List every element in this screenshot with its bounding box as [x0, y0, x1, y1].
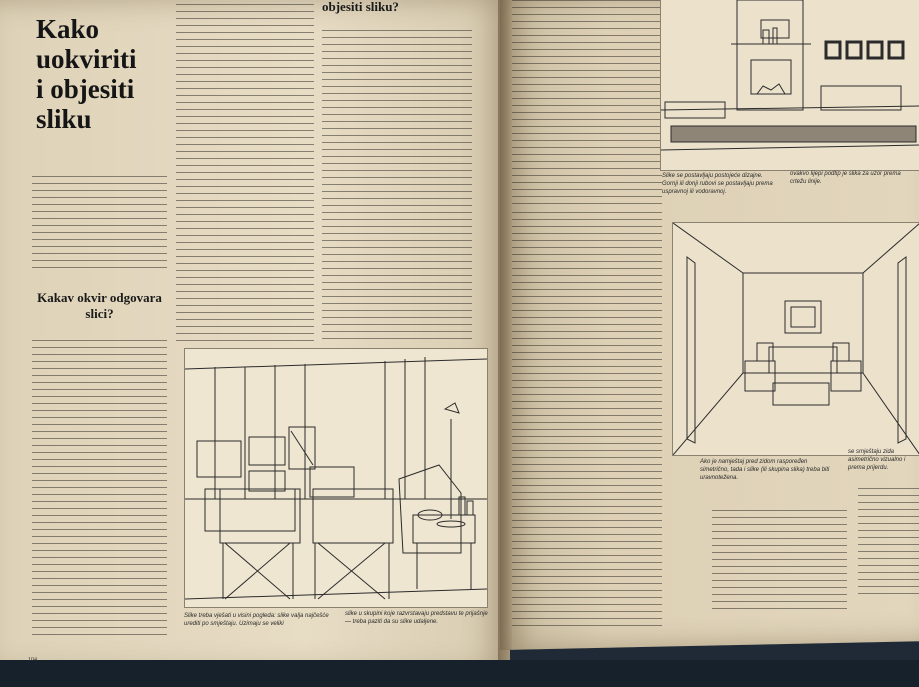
right-top-caption-a: Slike se postavljaju postojeće dizajne. Gornji ili donji rubovi se postavljaju prema uspravnoj ili vodoravnoj.: [662, 173, 773, 195]
intro-text-block: [32, 176, 167, 268]
right-column-4-body: [858, 488, 919, 598]
title-line-1: Kako: [36, 14, 100, 44]
column-3-body: [322, 30, 472, 340]
symmetric-room-drawing: [673, 223, 919, 455]
right-column-1-body: [512, 0, 662, 205]
article-title: [36, 14, 166, 134]
subhead-hang: objesiti sliku?: [322, 0, 399, 14]
symmetric-room-illustration: [672, 222, 919, 456]
right-column-3-body: [712, 510, 847, 615]
subhead-frame: Kakav okvir odgovara slici?: [37, 290, 162, 321]
title-line-3: i objesiti: [36, 74, 135, 104]
right-column-2-body: [512, 212, 662, 632]
fireplace-illustration: [660, 0, 919, 171]
fireplace-drawing: [661, 0, 919, 170]
table-surface: [0, 660, 919, 687]
left-caption-b: slike u skupini koje razvrstavaju predstavu te prijašnje — treba paziti da su slike udaljene.: [345, 611, 488, 625]
book-spine: [498, 0, 512, 660]
column-2-body: [176, 4, 314, 342]
title-line-4: sliku: [36, 104, 92, 134]
right-top-caption-b: ovakvo lijepi podtip je slika za uzor prema crtežu linije.: [790, 171, 901, 185]
right-mid-caption-a: Ako je namještaj pred zidom raspoređen simetrično, tada i slike (ili skupina slika) treba biti uravnotežena.: [700, 459, 830, 481]
right-mid-caption-b: se smještaju zida asimetrično vizualno i prema prijerdu.: [848, 449, 906, 471]
title-line-2: uokviriti: [36, 44, 137, 74]
living-room-drawing: [185, 349, 487, 607]
left-caption-a: Slike treba vješati u visini pogleda: slike valja najčešće urediti po smještaju. Uzimaju se veliki: [184, 613, 329, 627]
living-room-illustration: [184, 348, 488, 608]
page-number: 104: [28, 657, 37, 663]
column-1-body: [32, 340, 167, 640]
